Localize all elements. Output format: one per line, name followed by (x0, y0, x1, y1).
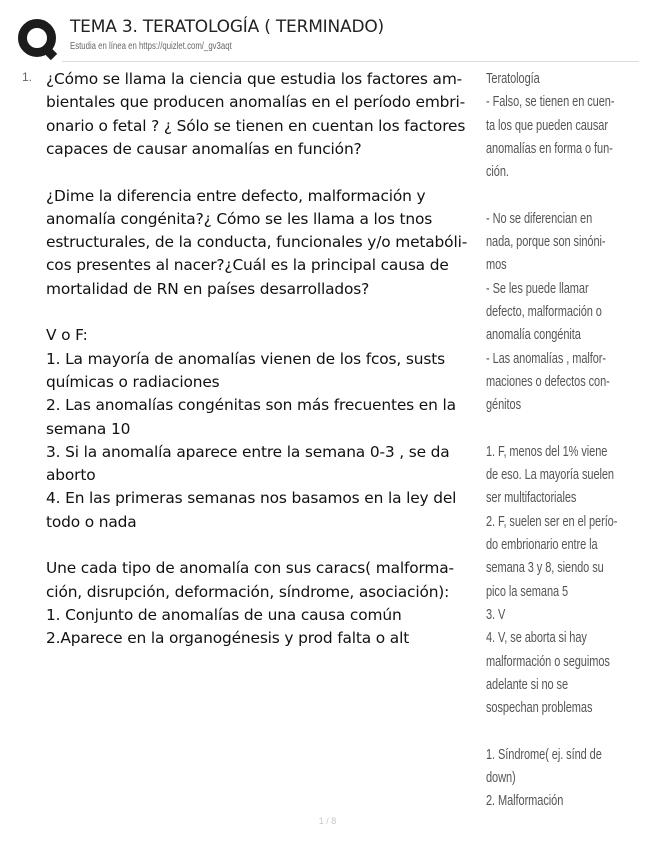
term-line: bientales que producen anomalías en el período embri- (46, 93, 465, 112)
term-line: 4. En las primeras semanas nos basamos en la ley del (46, 489, 457, 508)
definition-line: 4. V, se aborta si hay (486, 630, 587, 647)
definition-line: 2. F, suelen ser en el perío- (486, 513, 618, 530)
definition-line: 3. V (486, 606, 506, 623)
term-line: Une cada tipo de anomalía con sus caracs( malforma- (46, 559, 454, 578)
term-line: 2.Aparece en la organogénesis y prod falta o alt (46, 629, 410, 648)
definition-line: down) (486, 770, 516, 786)
term-line: químicas o radiaciones (46, 372, 220, 391)
definition-line: pico la semana 5 (486, 583, 569, 600)
term-line: anomalía congénita?¿ Cómo se les llama a los tnos (46, 209, 433, 228)
header-divider (62, 61, 639, 62)
definition-line: de eso. La mayoría suelen (486, 467, 614, 484)
definition-line: 1. F, menos del 1% viene (486, 443, 608, 460)
term-line: 2. Las anomalías congénitas son más frecuentes en la (46, 396, 456, 415)
definition-line: mos (486, 257, 507, 274)
term-line: cos presentes al nacer?¿Cuál es la principal causa de (46, 256, 449, 275)
quizlet-logo (17, 18, 59, 60)
term-line: estructurales, de la conducta, funcionales y/o metabóli- (46, 233, 468, 252)
term-line: todo o nada (46, 512, 137, 531)
term-line: onario o fetal ? ¿ Sólo se tienen en cuentan los factores (46, 116, 466, 135)
document-subtitle: Estudia en línea en https://quizlet.com/_gv3aqt (70, 41, 232, 52)
term-line: ¿Dime la diferencia entre defecto, malformación y (46, 186, 426, 205)
definition-line: Teratología (486, 71, 540, 87)
definition-line: adelante si no se (486, 676, 569, 693)
definition-line: nada, porque son sinóni- (486, 234, 606, 251)
term-line: 1. Conjunto de anomalías de una causa común (46, 605, 402, 624)
definition-line: 2. Malformación (486, 793, 564, 810)
term-line: 3. Si la anomalía aparece entre la semana 0-3 , se da (46, 442, 450, 461)
definition-line: - No se diferencian en (486, 210, 593, 227)
definition-line: anomalía congénita (486, 327, 581, 344)
definition-line: anomalías en forma o fun- (486, 140, 613, 157)
definition-line: - Falso, se tienen en cuen- (486, 94, 615, 111)
definition-line: génitos (486, 397, 522, 414)
term-line: V o F: (46, 326, 88, 345)
definition-line: defecto, malformación o (486, 304, 602, 320)
term-line: aborto (46, 466, 96, 485)
term-line: ¿Cómo se llama la ciencia que estudia los factores am- (46, 70, 463, 88)
definition-line: ta los que pueden causar (486, 117, 608, 134)
card-number: 1. (22, 70, 33, 84)
page-indicator: 1 / 8 (318, 816, 337, 826)
definition-line: semana 3 y 8, siendo su (486, 560, 604, 577)
definition-line: sospechan problemas (486, 700, 593, 717)
definition-line: maciones o defectos con- (486, 373, 610, 390)
definition-line: 1. Síndrome( ej. sínd de (486, 746, 602, 763)
term-line: mortalidad de RN en países desarrollados? (46, 279, 370, 298)
term-line: semana 10 (46, 419, 131, 438)
definition-line: - Se les puede llamar (486, 280, 589, 297)
definition-line: - Las anomalías , malfor- (486, 350, 606, 367)
definition-line: ción. (486, 164, 509, 181)
definition-line: do embrionario entre la (486, 537, 598, 553)
term-line: ción, disrupción, deformación, síndrome, asociación): (46, 582, 450, 601)
document-title: TEMA 3. TERATOLOGÍA ( TERMINADO) (70, 17, 384, 37)
definition-line: malformación o seguimos (486, 653, 610, 670)
term-line: 1. La mayoría de anomalías vienen de los fcos, susts (46, 349, 446, 368)
term-line: capaces de causar anomalías en función? (46, 139, 362, 158)
definition-line: ser multifactoriales (486, 490, 577, 507)
